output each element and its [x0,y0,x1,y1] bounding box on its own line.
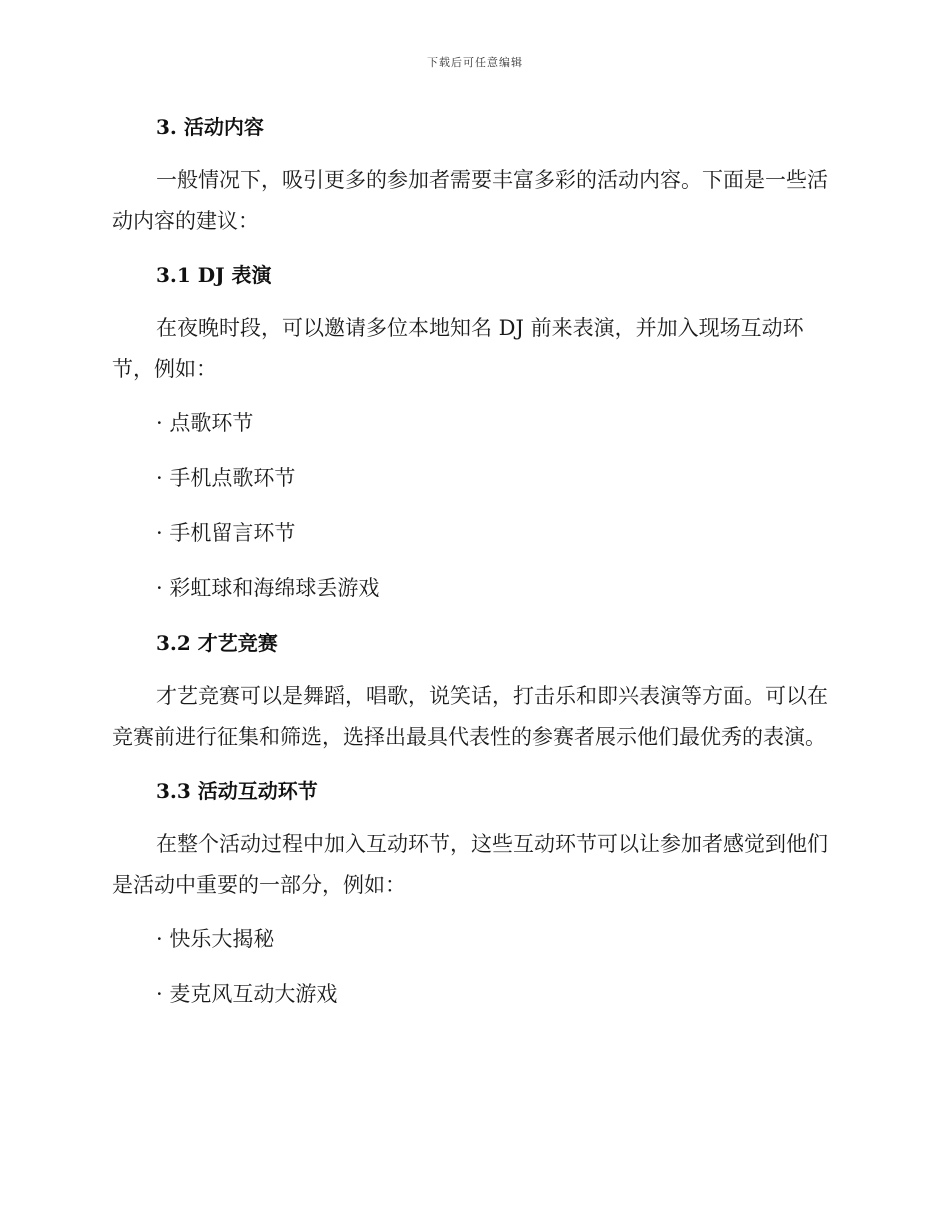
section-heading-3: 3. 活动内容 [156,115,264,139]
list-item: · 点歌环节 [156,411,254,435]
section-heading-3-3: 3.3 活动互动环节 [156,779,318,803]
paragraph-talent: 才艺竞赛可以是舞蹈，唱歌，说笑话，打击乐和即兴表演等方面。可以在竞赛前进行征集和筛选，选择出最具代表性的参赛者展示他们最优秀的表演。 [112,684,828,749]
section-heading-3-1: 3.1 DJ 表演 [156,263,272,287]
list-item: · 彩虹球和海绵球丢游戏 [156,576,380,600]
list-item: · 麦克风互动大游戏 [156,982,338,1006]
list-item: · 手机留言环节 [156,521,296,545]
document-body [112,108,834,1013]
paragraph-dj: 在夜晚时段，可以邀请多位本地知名 DJ 前来表演，并加入现场互动环节，例如： [112,316,804,381]
section-heading-3-2: 3.2 才艺竞赛 [156,631,278,655]
list-item: · 手机点歌环节 [156,466,296,490]
page-header: 下载后可任意编辑 [427,56,523,69]
paragraph-interact: 在整个活动过程中加入互动环节，这些互动环节可以让参加者感觉到他们是活动中重要的一部分，例如： [112,832,828,897]
paragraph-intro: 一般情况下，吸引更多的参加者需要丰富多彩的活动内容。下面是一些活动内容的建议： [112,168,828,233]
list-item: · 快乐大揭秘 [156,927,275,951]
